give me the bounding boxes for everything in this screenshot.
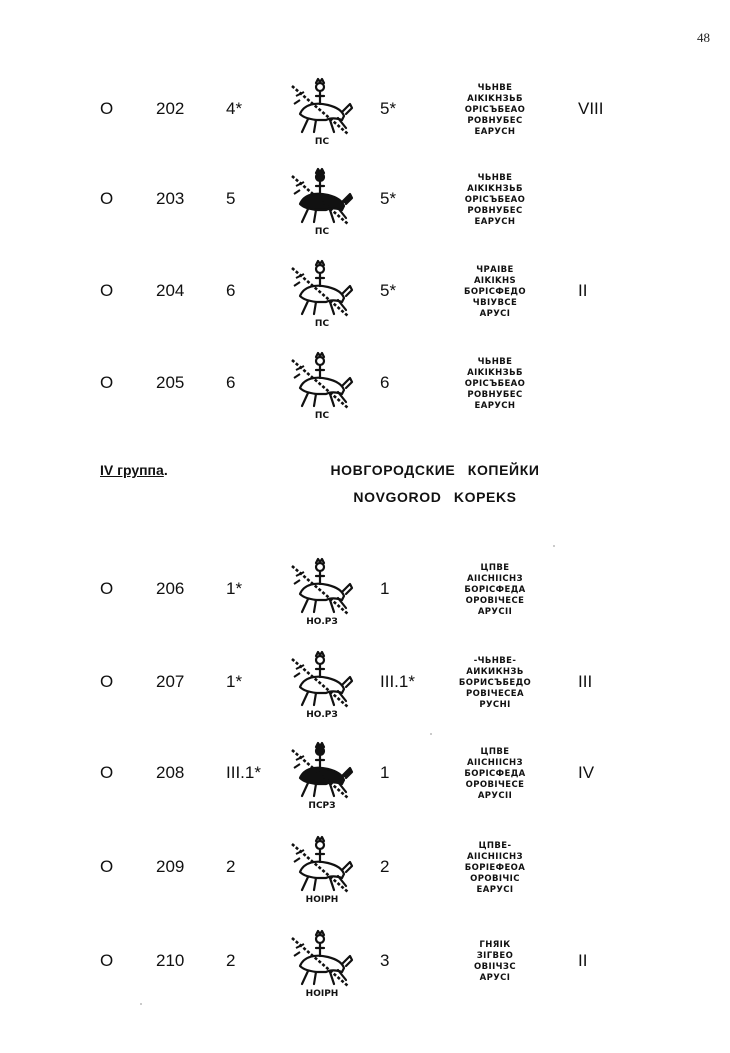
rider-with-spear-icon [286,647,358,719]
obverse-die: 6 [226,373,236,392]
catalog-number: 210 [156,951,185,970]
catalog-row [0,246,730,336]
series-letter: O [100,579,114,598]
catalog-number: 202 [156,99,185,118]
inscription-line: АРУСІ [479,973,511,983]
reverse-die: 1 [380,579,390,598]
inscription-line: AIKIKHЗЬБ [467,183,523,194]
inscription-icon [452,348,538,420]
catalog-row [0,154,730,244]
reference-numeral: III [578,672,593,691]
inscription-line: ЦПВЕ- [478,840,512,851]
rider-with-spear-icon [286,832,358,904]
scan-speck [553,545,555,547]
inscription-icon [452,832,538,904]
inscription-line: БОРІСФЕДО [464,286,526,297]
reverse-die: 1 [380,763,390,782]
obverse-die: III.1* [226,763,261,782]
reference-numeral: IV [578,763,595,782]
inscription-icon [452,164,538,236]
catalog-row [0,822,730,912]
inscription-icon [452,926,538,998]
inscription-line: AIKIKHS [473,275,517,286]
obverse-die: 4* [226,99,243,118]
mint-mark: НОІРН [305,989,339,998]
mint-mark: ПС [314,137,330,146]
inscription-line: ОРОВІЧЕСЕ [465,779,525,790]
inscription-line: БОРІСФЕДА [464,768,526,779]
series-letter: O [100,189,114,208]
group-label-suffix: . [163,462,168,478]
scan-speck [430,733,432,735]
inscription-line: ЧЬНВЕ [477,172,513,183]
series-letter: O [100,373,114,392]
inscription-line: ЦПВЕ [480,746,510,757]
inscription-line: ЕАРУСН [474,400,516,411]
group-label: IV группа [100,462,164,478]
page-number: 48 [697,30,710,45]
inscription-line: РОВНУБЕС [467,389,523,400]
inscription-line: ЧЬНВЕ [477,82,513,93]
series-letter: O [100,99,114,118]
rider-with-spear-icon [286,738,358,810]
scan-speck [140,1003,142,1005]
mint-mark: ПС [314,411,330,420]
obverse-die: 5 [226,189,236,208]
inscription-line: ОРІСЪБЕАО [464,378,526,389]
catalog-row [0,637,730,727]
catalog-row [0,728,730,818]
section-title-en: NOVGOROD KOPEKS [353,489,517,505]
rider-with-spear-icon [286,554,358,626]
catalog-number: 203 [156,189,185,208]
catalog-number: 205 [156,373,185,392]
reverse-die: 6 [380,373,390,392]
reference-numeral: II [578,281,588,300]
series-letter: O [100,763,114,782]
inscription-line: ГНЯІК [479,940,511,950]
mint-mark: ПСРЗ [308,801,336,810]
section-title-ru: НОВГОРОДСКИЕ КОПЕЙКИ [330,462,540,478]
series-letter: O [100,951,114,970]
obverse-die: 2 [226,951,236,970]
inscription-line: РУСНІ [479,699,511,710]
reverse-die: 5* [380,189,397,208]
catalog-number: 207 [156,672,185,691]
inscription-line: ОРІСЪБЕАО [464,104,526,115]
series-letter: O [100,281,114,300]
rider-with-spear-icon [286,164,358,236]
inscription-line: ЕАРУСІ [476,884,514,895]
obverse-die: 1* [226,672,243,691]
inscription-line: ЦПВЕ [480,562,510,573]
inscription-line: БОРІСФЕДА [464,584,526,595]
reverse-die: 3 [380,951,390,970]
catalog-row [0,338,730,428]
inscription-icon [452,647,538,719]
inscription-line: ОРОВІЧЕСЕ [465,595,525,606]
inscription-line: AIICHIICHЗ [467,757,523,768]
inscription-line: ОРОВІЧІС [470,873,520,884]
inscription-line: ЧРАІВЕ [476,264,514,275]
catalog-row [0,544,730,634]
inscription-line: AIICHIICHЗ [467,573,523,584]
inscription-line: РОВНУБЕС [467,205,523,216]
inscription-line: ОРІСЪБЕАО [464,194,526,205]
catalog-row [0,64,730,154]
inscription-icon [452,554,538,626]
inscription-icon [452,256,538,328]
catalog-number: 204 [156,281,185,300]
rider-with-spear-icon [286,926,358,998]
series-letter: O [100,857,114,876]
inscription-icon [452,74,538,146]
rider-with-spear-icon [286,348,358,420]
inscription-line: ЗІГВЕО [476,951,514,961]
inscription-line: ЧЬНВЕ [477,356,513,367]
reverse-die: III.1* [380,672,415,691]
catalog-number: 208 [156,763,185,782]
obverse-die: 1* [226,579,243,598]
inscription-line: АРУСІІ [477,790,513,801]
catalog-number: 209 [156,857,185,876]
reverse-die: 5* [380,99,397,118]
inscription-line: ЕАРУСН [474,216,516,227]
rider-with-spear-icon [286,74,358,146]
reference-numeral: II [578,951,588,970]
inscription-icon [452,738,538,810]
inscription-line: ЕАРУСН [474,126,516,137]
inscription-line: АРУСІІ [477,606,513,617]
inscription-line: AIKIKHЗЬБ [467,93,523,104]
mint-mark: НОІРН [305,895,339,904]
obverse-die: 2 [226,857,236,876]
reference-numeral: VIII [578,99,604,118]
inscription-line: БОРІЕФЕОА [464,862,526,873]
mint-mark: ПС [314,319,330,328]
mint-mark: НО.РЗ [306,710,338,719]
inscription-line: -ЧЬНВЕ- [473,655,517,666]
reverse-die: 5* [380,281,397,300]
rider-with-spear-icon [286,256,358,328]
section-group-label [100,462,168,478]
inscription-line: AIKIKHЗЬБ [467,367,523,378]
mint-mark: ПС [314,227,330,236]
inscription-line: ОВІІЧЗС [474,962,516,972]
inscription-line: AIICHIICHЗ [467,851,523,862]
catalog-number: 206 [156,579,185,598]
inscription-line: БОРИСЪБЕДО [458,677,532,688]
catalog-row [0,916,730,1006]
inscription-line: ЧВІУВСЕ [472,297,518,308]
inscription-line: РОВІЧЕСЕА [466,688,524,699]
mint-mark: НО.РЗ [306,617,338,626]
reverse-die: 2 [380,857,390,876]
obverse-die: 6 [226,281,236,300]
series-letter: O [100,672,114,691]
inscription-line: АРУСІ [479,308,511,319]
inscription-line: РОВНУБЕС [467,115,523,126]
inscription-line: AИКИКНЗЬ [466,666,524,677]
